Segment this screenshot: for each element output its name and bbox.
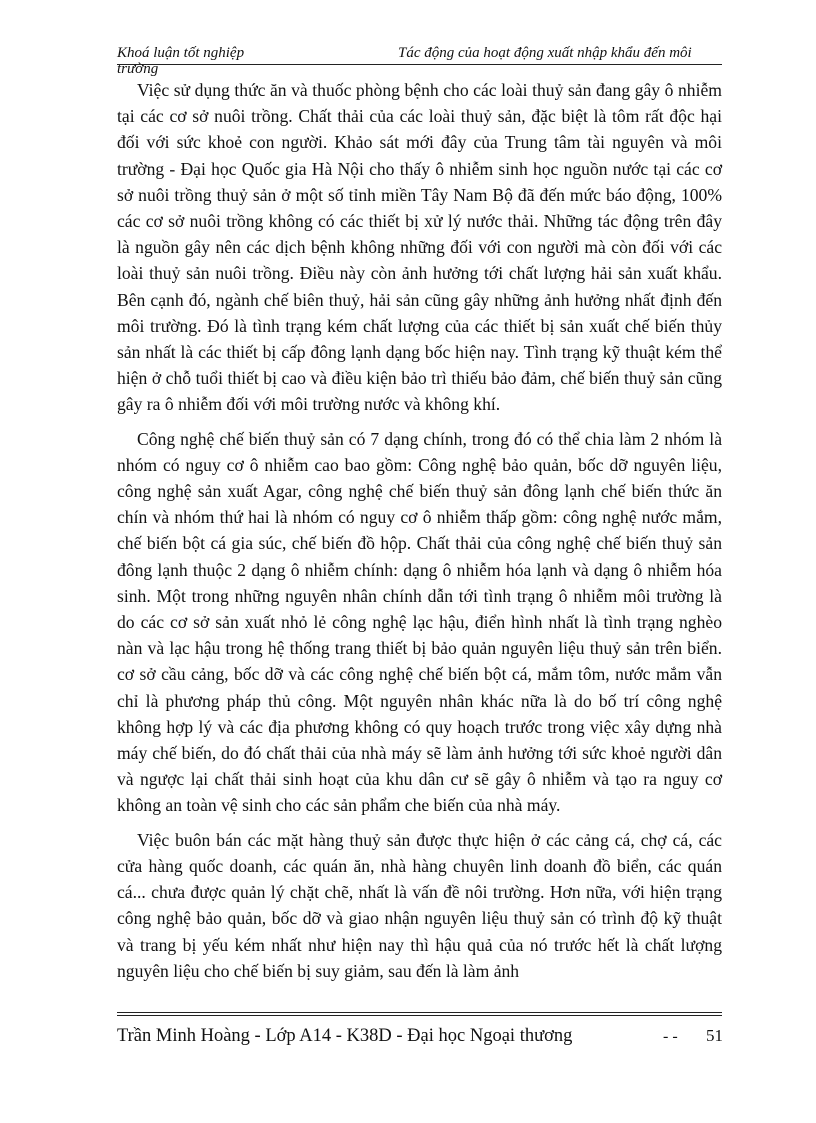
footer-dashes: - -	[663, 1028, 678, 1045]
running-header-left	[117, 45, 317, 77]
header-divider	[117, 64, 722, 65]
paragraph-1: Việc sử dụng thức ăn và thuốc phòng bệnh cho các loài thuỷ sản đang gây ô nhiễm tại các cơ sở nuôi trồng. Chất thải của các loài thuỷ sản, đặc biệt là tôm rất độc hại đối với sức khoẻ con người. Khảo sát mới đây của Trung tâm tài nguyên và môi trường - Đại học Quốc gia Hà Nội cho thấy ô nhiễm sinh học nguồn nước tại các cơ sở nuôi trồng thuỷ sản ở một số tỉnh miền Tây Nam Bộ đã đến mức báo động, 100% các cơ sở nuôi trồng không có các thiết bị xử lý nước thải. Những tác động trên đây là nguồn gây nên các dịch bệnh không những đối với con người mà còn đối với các loài thuỷ sản nuôi trồng. Điều này còn ảnh hưởng tới chất lượng hải sản xuất khẩu. Bên cạnh đó, ngành chế biên thuỷ, hải sản cũng gây những ảnh hưởng nhất định đến môi trường. Đó là tình trạng kém chất lượng của các thiết bị sản xuất chế biến thủy sản nhất là các thiết bị cấp đông lạnh dạng bốc hiện nay. Tình trạng kỹ thuật kém thể hiện ở chỗ tuổi thiết bị cao và điều kiện bảo trì thiếu bảo đảm, chế biến thuỷ sản cũng gây ra ô nhiễm đối với môi trường nước và không khí.	[117, 80, 722, 415]
header-left-line1: Khoá luận tốt nghiệp	[117, 45, 245, 61]
footer-divider-bottom	[117, 1015, 722, 1016]
header-left-line2: trường	[117, 61, 159, 77]
footer-author: Trần Minh Hoàng - Lớp A14 - K38D - Đại học Ngoại thương	[117, 1026, 573, 1046]
footer-divider-top	[117, 1012, 722, 1013]
paragraph-3: Việc buôn bán các mặt hàng thuỷ sản được thực hiện ở các cảng cá, chợ cá, các cửa hàng quốc doanh, các quán ăn, nhà hàng chuyên linh doanh đồ biển, các quán cá... chưa được quản lý chặt chẽ, nhất là vấn đề nôi trường. Hơn nữa, với hiện trạng công nghệ bảo quản, bốc dỡ và giao nhận nguyên liệu thuỷ sản có trình độ kỹ thuật và trang bị yếu kém nhất như hiện nay thì hậu quả của nó trước hết là chất lượng nguyên liệu cho chế biến bị suy giảm, sau đến là làm ảnh	[117, 829, 722, 981]
page-body	[117, 77, 722, 992]
paragraph-2: Công nghệ chế biến thuỷ sản có 7 dạng chính, trong đó có thể chia làm 2 nhóm là nhóm có nguy cơ ô nhiễm cao bao gồm: Công nghệ bảo quản, bốc dỡ nguyên liệu, công nghệ sản xuất Agar, công nghệ chế biến thuỷ sản đông lạnh chế biến thức ăn chín và nhóm thứ hai là nhóm có nguy cơ ô nhiễm thấp gồm: công nghệ nước mắm, chế biến bột cá gia súc, chế biến đồ hộp. Chất thải của công nghệ chế biến thuỷ sản đông lạnh thuộc 2 dạng ô nhiễm chính: dạng ô nhiễm hóa lạnh và dạng ô nhiễm hóa sinh. Một trong những nguyên nhân chính dẫn tới tình trạng ô nhiễm môi trường là do các cơ sở sản xuất nhỏ lẻ công nghệ lạc hậu, điển hình nhất là tình trạng nghèo nàn và lạc hậu trong hệ thống trang thiết bị bảo quản nguyên liệu thuỷ sản trên biển. cơ sở cầu cảng, bốc dỡ và các công nghệ chế biến bột cá, mắm tôm, nước mắm vẫn chỉ là phương pháp thủ công. Một nguyên nhân khác nữa là do bố trí công nghệ không hợp lý và các địa phương không có quy hoạch trước trong việc xây dựng nhà máy chế biến, do đó chất thải của nhà máy sẽ làm ảnh hưởng tới sức khoẻ người dân và ngược lại chất thải sinh hoạt của khu dân cư sẽ gây ô nhiễm và tạo ra nguy cơ không an toàn vệ sinh cho các sản phẩm che biến của nhà máy.	[117, 428, 722, 816]
page-number: 51	[706, 1026, 723, 1045]
running-header-right: Tác động của hoạt động xuất nhập khẩu đến môi	[398, 45, 692, 61]
